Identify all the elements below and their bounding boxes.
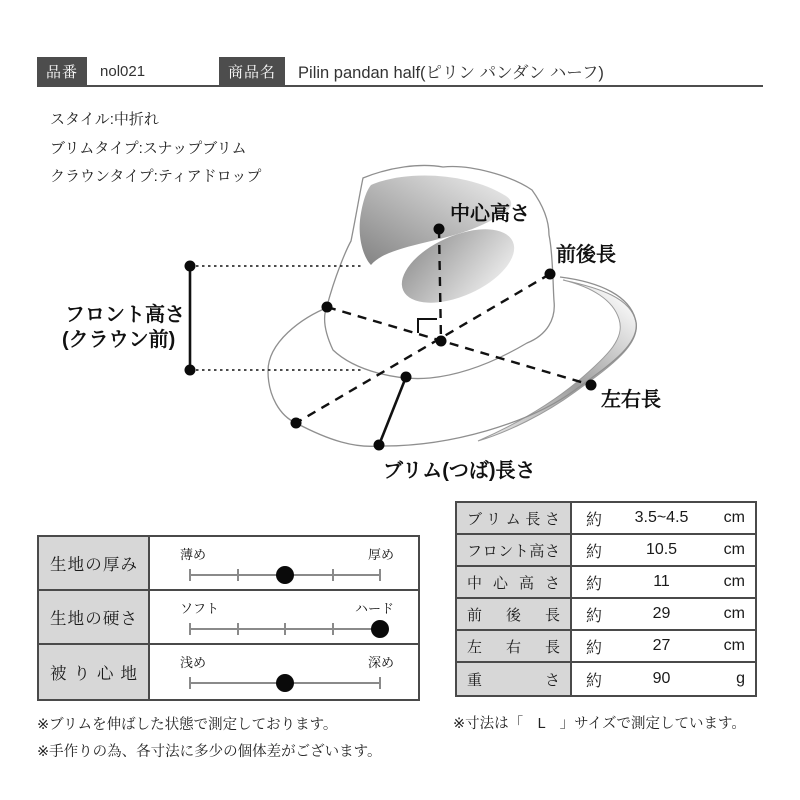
scale-left-label: 浅め [180, 655, 207, 670]
scale-tick [379, 677, 381, 689]
meas-label: ブリム長さ [457, 503, 572, 533]
note-handmade: ※手作りの為、各寸法に多少の個体差がございます。 [37, 743, 382, 760]
scale-dot [276, 674, 294, 692]
table-row [457, 599, 755, 631]
label-left-right-length: 左右長 [601, 389, 661, 411]
table-row [457, 631, 755, 663]
scale-tick [189, 677, 191, 689]
label-front-height-line2: (クラウン前) [62, 329, 176, 351]
measure-dot [185, 365, 196, 376]
measure-dot [185, 261, 196, 272]
measure-dot [291, 418, 302, 429]
approx-prefix: 約 [586, 511, 603, 529]
approx-prefix: 約 [586, 672, 603, 690]
meas-label: 左右長 [457, 631, 572, 661]
scale-left-label: ソフト [180, 601, 220, 616]
attr-scale-thickness [150, 537, 418, 589]
fabric-attribute-table [37, 535, 420, 701]
spec-brim-type: ブリムタイプ:スナップブリム [50, 139, 247, 157]
attr-label-fit: 被り心地 [39, 645, 150, 699]
meas-label: フロント高さ [457, 535, 572, 565]
approx-prefix: 約 [586, 639, 603, 657]
scale-dot [371, 620, 389, 638]
notes-left [37, 712, 382, 765]
meas-value: 11 [653, 573, 670, 590]
scale-tick [284, 623, 286, 635]
table-row [457, 503, 755, 535]
hat-measurement-diagram [0, 158, 680, 503]
measure-dot [436, 336, 447, 347]
scale-tick [332, 569, 334, 581]
measure-dot [374, 440, 385, 451]
approx-prefix: 約 [586, 607, 603, 625]
meas-unit: cm [723, 637, 745, 654]
scale-left-label: 薄め [180, 547, 207, 562]
spec-crown-type: クラウンタイプ:ティアドロップ [50, 168, 262, 185]
label-center-height: 中心高さ [450, 203, 530, 225]
meas-value: 10.5 [645, 541, 678, 558]
scale-tick [189, 623, 191, 635]
meas-unit: g [736, 670, 745, 687]
product-name-tag: 商品名 [219, 57, 285, 85]
scale-line [190, 574, 380, 576]
scale-tick [379, 569, 381, 581]
scale-tick [237, 569, 239, 581]
meas-label: 前後長 [457, 599, 572, 629]
attr-scale-hardness [150, 591, 418, 643]
meas-value: 29 [652, 605, 671, 622]
scale-right-label: 深め [367, 655, 394, 670]
scale-dot [276, 566, 294, 584]
table-row [39, 537, 418, 591]
scale-tick [237, 623, 239, 635]
attr-label-hardness: 生地の硬さ [39, 591, 150, 643]
measure-dot [322, 302, 333, 313]
product-name-value: Pilin pandan half(ピリン パンダン ハーフ) [298, 64, 604, 82]
meas-value: 27 [652, 637, 671, 654]
meas-label: 中心高さ [457, 567, 572, 597]
label-front-back-length: 前後長 [556, 244, 616, 266]
item-number-tag: 品番 [37, 57, 87, 85]
approx-prefix: 約 [586, 575, 603, 593]
measurement-table [455, 501, 757, 697]
attr-scale-fit [150, 645, 418, 699]
meas-label: 重さ [457, 663, 572, 695]
notes-right [453, 712, 746, 733]
label-brim-length: ブリム(つば)長さ [383, 460, 536, 482]
measure-dot [586, 380, 597, 391]
table-row [39, 645, 418, 699]
table-row [39, 591, 418, 645]
scale-line [190, 682, 380, 684]
scale-right-label: 厚め [367, 547, 394, 562]
product-header [37, 57, 763, 87]
table-row [457, 663, 755, 695]
spec-style: スタイル:中折れ [50, 111, 159, 128]
note-brim-measure: ※ブリムを伸ばした状態で測定しております。 [37, 717, 338, 733]
meas-unit: cm [723, 509, 745, 526]
note-size-l: ※寸法は「 L 」サイズで測定しています。 [453, 716, 746, 732]
scale-line [190, 628, 380, 630]
scale-tick [332, 623, 334, 635]
approx-prefix: 約 [586, 543, 603, 561]
scale-right-label: ハード [354, 601, 394, 616]
meas-value: 3.5~4.5 [634, 509, 689, 526]
attr-label-thickness: 生地の厚み [39, 537, 150, 589]
table-row [457, 567, 755, 599]
scale-tick [189, 569, 191, 581]
meas-value: 90 [652, 670, 671, 687]
item-number-value: nol021 [100, 62, 146, 80]
measure-dot [401, 372, 412, 383]
measure-dot [434, 224, 445, 235]
meas-unit: cm [723, 605, 745, 622]
table-row [457, 535, 755, 567]
meas-unit: cm [723, 541, 745, 558]
label-front-height-line1: フロント高さ [65, 304, 185, 326]
measure-dot [545, 269, 556, 280]
meas-unit: cm [723, 573, 745, 590]
